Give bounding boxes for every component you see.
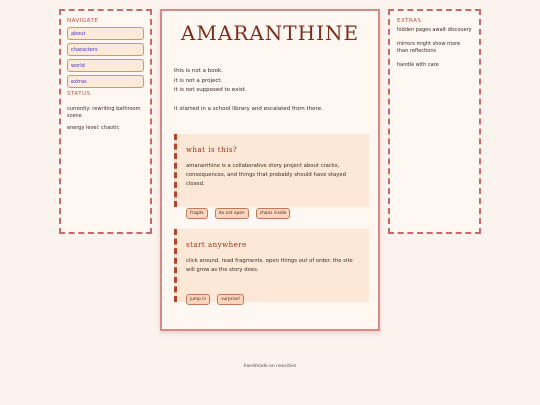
left-sidebar bbox=[59, 9, 152, 234]
extras-item: hidden pages await discovery bbox=[397, 27, 472, 33]
status-energy: energy level: chaotic bbox=[67, 125, 120, 131]
origin-line: it started in a school library and escalated from there. bbox=[174, 106, 323, 112]
nav-item-world[interactable]: world bbox=[67, 59, 144, 72]
chip-fragile[interactable]: fragile bbox=[186, 208, 208, 219]
chip-row bbox=[186, 285, 360, 305]
intro-line: it is not a project. bbox=[174, 77, 223, 84]
nav-item-characters[interactable]: characters bbox=[67, 43, 144, 56]
card-text: click around. read fragments. open things out of order. the site will grow as the story does. bbox=[186, 258, 353, 273]
card-heading: what is this? bbox=[186, 146, 238, 154]
nav-item-about[interactable]: about bbox=[67, 27, 144, 40]
chip-chaos-inside[interactable]: chaos inside bbox=[256, 208, 291, 219]
page-title: AMARANTHINE bbox=[180, 21, 360, 45]
card-what-is-this bbox=[174, 134, 369, 216]
footer-text: handmade on neocities bbox=[243, 364, 297, 369]
intro-line: this is not a book. bbox=[174, 68, 223, 74]
status-heading: STATUS bbox=[67, 91, 91, 97]
extras-heading: EXTRAS bbox=[397, 18, 422, 24]
main-content bbox=[160, 9, 380, 331]
navigate-heading: NAVIGATE bbox=[67, 18, 99, 24]
extras-item: handle with care bbox=[397, 62, 439, 68]
card-heading: start anywhere bbox=[186, 241, 247, 249]
intro-line: it is not supposed to exist. bbox=[174, 87, 247, 93]
chip-surprise[interactable]: surprise! bbox=[217, 294, 244, 305]
right-sidebar bbox=[388, 9, 481, 234]
status-currently: currently: rewriting bathroom scene bbox=[67, 106, 141, 119]
chip-do-not-open[interactable]: do not open bbox=[215, 208, 249, 219]
chip-row bbox=[186, 199, 360, 219]
nav-item-extras[interactable]: extras bbox=[67, 75, 144, 88]
extras-item: mirrors might show more than reflections bbox=[397, 41, 461, 54]
card-text: amaranthine is a collaborative story project about cracks, consequences, and things that probably should have stayed closed. bbox=[186, 163, 346, 187]
chip-jump-in[interactable]: jump in bbox=[186, 294, 210, 305]
intro-text bbox=[174, 67, 370, 115]
card-start-anywhere bbox=[174, 229, 369, 302]
